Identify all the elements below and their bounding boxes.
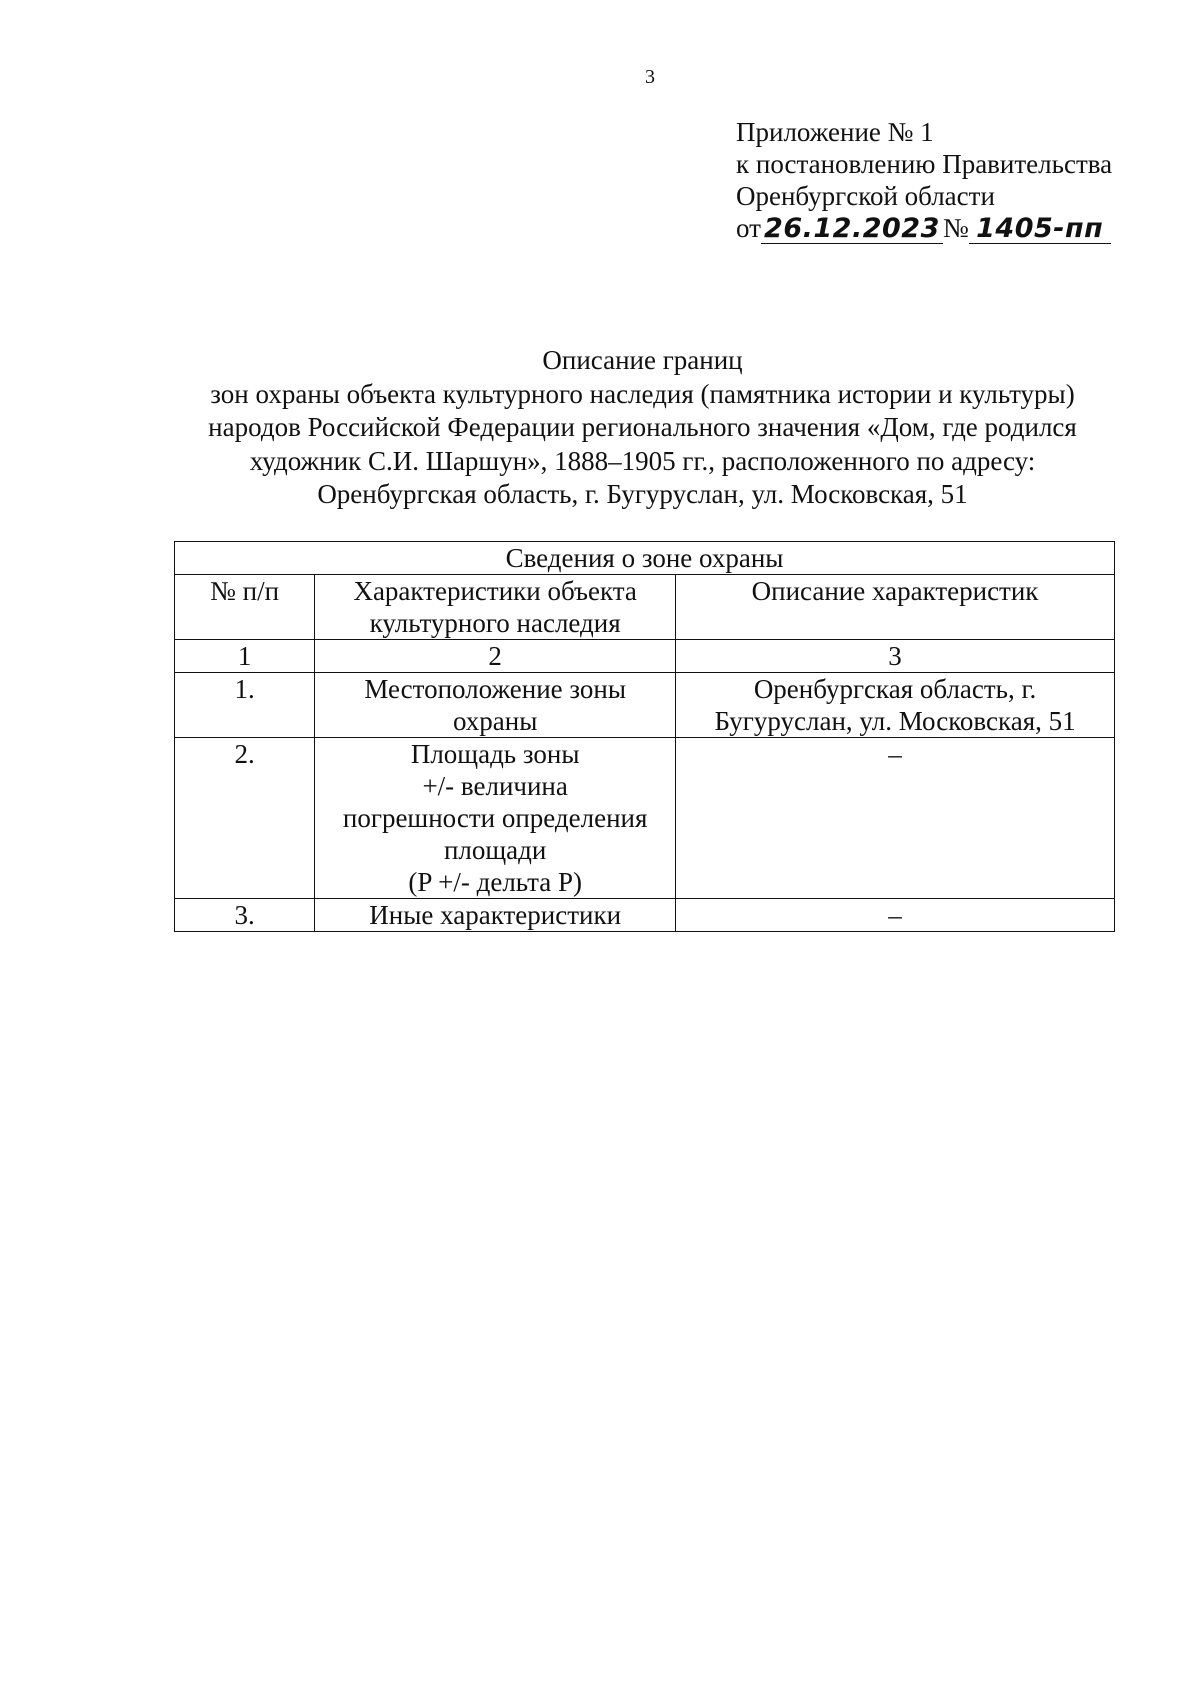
row-description	[676, 673, 1115, 738]
cell-line: (P +/- дельта P)	[408, 867, 582, 897]
cell-line: Местоположение зоны	[364, 674, 626, 704]
cell-line: Иные характеристики	[369, 900, 622, 930]
number-label: №	[942, 213, 969, 243]
index-cell: 1	[175, 640, 315, 673]
cell-line: Бугуруслан, ул. Московская, 51	[714, 706, 1076, 736]
row-description	[676, 738, 1115, 899]
row-number: 3.	[175, 899, 315, 932]
title-line-5: Оренбургская область, г. Бугуруслан, ул. Московская, 51	[317, 479, 968, 509]
title-line-3: народов Российской Федерации регионального значения «Дом, где родился	[208, 412, 1077, 442]
appendix-resolution-line: к постановлению Правительства	[736, 149, 1113, 179]
index-cell: 3	[676, 640, 1115, 673]
title-line-4: художник С.И. Шаршун», 1888–1905 гг., расположенного по адресу:	[249, 445, 1036, 476]
table-caption: Сведения о зоне охраны	[175, 542, 1115, 575]
zone-info-table	[174, 541, 1115, 932]
title-line-2: зон охраны объекта культурного наследия (памятника истории и культуры)	[210, 378, 1075, 409]
cell-line: –	[888, 739, 902, 769]
row-characteristic	[315, 899, 676, 932]
row-number: 1.	[175, 673, 315, 738]
table-caption-row	[175, 542, 1115, 575]
cell-line: –	[888, 900, 902, 930]
header-characteristics-line-1: Характеристики объекта	[353, 576, 637, 606]
row-characteristic	[315, 673, 676, 738]
appendix-date-number-line	[736, 212, 1112, 244]
cell-line: охраны	[452, 706, 538, 736]
header-description: Описание характеристик	[676, 575, 1115, 640]
cell-line: погрешности определения	[342, 803, 648, 833]
table-row	[175, 738, 1115, 899]
index-cell: 2	[315, 640, 676, 673]
appendix-title: Приложение № 1	[736, 117, 934, 147]
page-number: 3	[645, 66, 655, 88]
cell-line: +/- величина	[422, 771, 568, 801]
document-title	[160, 344, 1125, 512]
cell-line: площади	[443, 835, 547, 865]
handwritten-number: 1405-пп	[969, 215, 1111, 244]
handwritten-date: 26.12.2023	[761, 215, 943, 244]
row-description	[676, 899, 1115, 932]
cell-line: Оренбургская область, г.	[753, 674, 1037, 704]
title-line-1: Описание границ	[542, 345, 743, 375]
row-characteristic	[315, 738, 676, 899]
header-characteristics	[315, 575, 676, 640]
appendix-region-line: Оренбургской области	[736, 181, 995, 211]
header-characteristics-line-2: культурного наследия	[369, 608, 621, 638]
cell-line: Площадь зоны	[410, 739, 580, 769]
header-number: № п/п	[175, 575, 315, 640]
table-row	[175, 673, 1115, 738]
table-row	[175, 899, 1115, 932]
table-header-row	[175, 575, 1115, 640]
table-index-row	[175, 640, 1115, 673]
appendix-header	[736, 116, 1112, 244]
from-label: от	[736, 213, 761, 243]
row-number: 2.	[175, 738, 315, 899]
